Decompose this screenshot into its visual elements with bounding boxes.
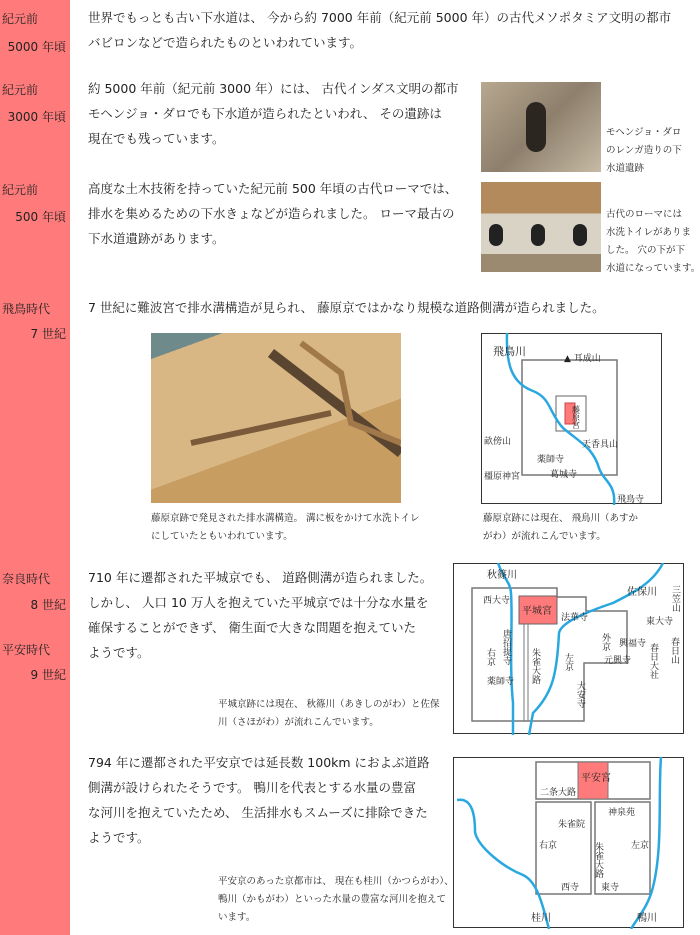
heian-map [453, 757, 685, 929]
map-label: 畝傍山 [484, 437, 512, 447]
text-line: 710 年に遷都された平城京でも、 道路側溝が造られました。 [88, 570, 433, 585]
text-line: バビロンなどで造られたものといわれています。 [88, 35, 363, 50]
caption-line: 平安京のあった京都市は、 現在も桂川（かつらがわ）、 [218, 876, 454, 887]
map-label: 藤原宮 [571, 405, 581, 429]
text-line: 794 年に遷都された平安京では延長数 100km におよぶ道路 [88, 755, 430, 770]
era-label-year: 3000 年頃 [7, 110, 66, 124]
era-text [88, 5, 671, 55]
caption-line: 古代のローマには [606, 209, 683, 220]
heijo-map [453, 563, 685, 735]
map-label: 桂川 [531, 913, 551, 924]
text-line: モヘンジョ・ダロでも下水道が造られたといわれ、 その遺跡は [88, 106, 442, 121]
text-line: ようです。 [88, 830, 150, 845]
map-label: 橿原神宮 [484, 472, 521, 482]
map-label: 西大寺 [483, 596, 511, 606]
era-label: 奈良時代 [2, 572, 51, 586]
text-line: 下水道遺跡があります。 [88, 231, 225, 246]
map-label: 平城宮 [522, 606, 552, 617]
map-label: ▲ 耳成山 [564, 354, 601, 364]
era-text [88, 565, 432, 665]
map-label: 飛鳥寺 [617, 495, 645, 505]
text-line: 高度な土木技術を持っていた紀元前 500 年頃の古代ローマでは、 [88, 181, 458, 196]
text-line: しかし、 人口 10 万人を抱えていた平城京では十分な水量を [88, 595, 429, 610]
text-line: な河川を抱えていたため、 生活排水もスムーズに排除できた [88, 805, 428, 820]
roman-toilet-photo [481, 182, 601, 272]
caption-line: のレンガ造りの下 [606, 145, 682, 156]
map-caption [483, 510, 638, 546]
map-label: 佐保川 [627, 587, 657, 598]
caption-line: 鴨川（かもがわ）といった水量の豊富な河川を抱えて [218, 894, 447, 905]
map-label: 右京 [539, 841, 558, 851]
text-line: 現在でも残っています。 [88, 131, 225, 146]
caption-line: 藤原京跡で発見された排水溝構造。 溝に板をかけて水洗トイレ [151, 513, 420, 524]
caption-line: 水道になっています。 [606, 263, 700, 274]
photo-caption [606, 206, 700, 278]
caption-line: がわ）が流れこんでいます。 [483, 531, 606, 542]
text-line: 7 世紀に難波宮で排水溝構造が見られ、 藤原京ではかなり規模な道路側溝が造られました。 [88, 300, 605, 315]
era-label: 紀元前 [2, 83, 39, 97]
map-label: 朱雀大路 [593, 842, 603, 878]
map-label: 三笠山 [670, 585, 680, 612]
text-line: 確保することができず、 衛生面で大きな問題を抱えていた [88, 620, 416, 635]
text-line: ようです。 [88, 645, 150, 660]
map-label: 朱雀大路 [530, 648, 540, 684]
map-label: 元興寺 [604, 656, 632, 666]
mohenjo-daro-photo [481, 82, 601, 172]
map-label: 春日大社 [648, 643, 658, 679]
era-label: 紀元前 [2, 183, 39, 197]
era-text [88, 750, 430, 850]
era-text [88, 176, 457, 251]
caption-line: した。 穴の下が下 [606, 245, 686, 256]
map-label: 西寺 [561, 883, 580, 893]
era-label-year: 5000 年頃 [7, 40, 66, 54]
fujiwara-drain-photo [151, 333, 401, 503]
text-line: 世界でもっとも古い下水道は、 今から約 7000 年前（紀元前 5000 年）の古代メソポタミア文明の都市 [88, 10, 672, 25]
era-label: 平安時代 [2, 643, 51, 657]
map-label: 飛鳥川 [493, 345, 526, 358]
map-label: 左京 [563, 653, 573, 671]
photo-caption [151, 510, 420, 546]
map-caption [218, 696, 440, 732]
era-label: 飛鳥時代 [2, 302, 51, 316]
map-label: 東大寺 [646, 617, 674, 627]
caption-line: 藤原京跡には現在、 飛鳥川（あすか [483, 513, 639, 524]
map-label: 唐招提寺 [501, 629, 511, 665]
map-label: 春日山 [669, 637, 679, 664]
text-line: 排水を集めるための下水きょなどが造られました。 ローマ最古の [88, 206, 455, 221]
era-text [88, 295, 605, 320]
map-label: 東寺 [601, 883, 620, 893]
era-label: 紀元前 [2, 12, 39, 26]
caption-line: 水洗トイレがありま [606, 227, 692, 238]
text-line: 側溝が設けられたそうです。 鴨川を代表とする水量の豊富 [88, 780, 416, 795]
map-label: 左京 [631, 841, 650, 851]
map-label: 秋篠川 [487, 570, 517, 581]
map-caption [218, 873, 454, 927]
map-label: 天香具山 [582, 440, 619, 450]
map-label: 平安宮 [581, 773, 611, 784]
era-label-year: 7 世紀 [30, 327, 66, 341]
era-text [88, 76, 459, 151]
photo-caption [606, 124, 682, 178]
map-label: 神泉苑 [608, 808, 636, 818]
map-label: 外京 [600, 633, 610, 651]
map-label: 右京 [485, 648, 495, 666]
era-sidebar [0, 0, 70, 935]
map-label: 鴨川 [637, 913, 657, 924]
caption-line: にしていたともいわれています。 [151, 531, 293, 542]
map-label: 法華寺 [561, 613, 589, 623]
map-label: 興福寺 [619, 639, 647, 649]
era-label-year: 500 年頃 [15, 210, 66, 224]
era-label-year: 8 世紀 [30, 598, 66, 612]
caption-line: 平城京跡には現在、 秋篠川（あきしのがわ）と佐保 [218, 699, 440, 710]
map-label: 薬師寺 [487, 677, 515, 687]
caption-line: 川（さほがわ）が流れこんでいます。 [218, 717, 379, 728]
map-label: 薬師寺 [537, 455, 565, 465]
caption-line: モヘンジョ・ダロ [606, 127, 682, 138]
map-label: 大安寺 [575, 681, 585, 708]
map-label: 葛城寺 [550, 470, 578, 480]
caption-line: 水道遺跡 [606, 163, 645, 174]
text-line: 約 5000 年前（紀元前 3000 年）には、 古代インダス文明の都市 [88, 81, 459, 96]
caption-line: います。 [218, 912, 256, 923]
era-label-year: 9 世紀 [30, 668, 66, 682]
map-label: 朱雀院 [558, 820, 586, 830]
map-label: 二条大路 [540, 788, 577, 798]
fujiwara-map [481, 333, 684, 505]
